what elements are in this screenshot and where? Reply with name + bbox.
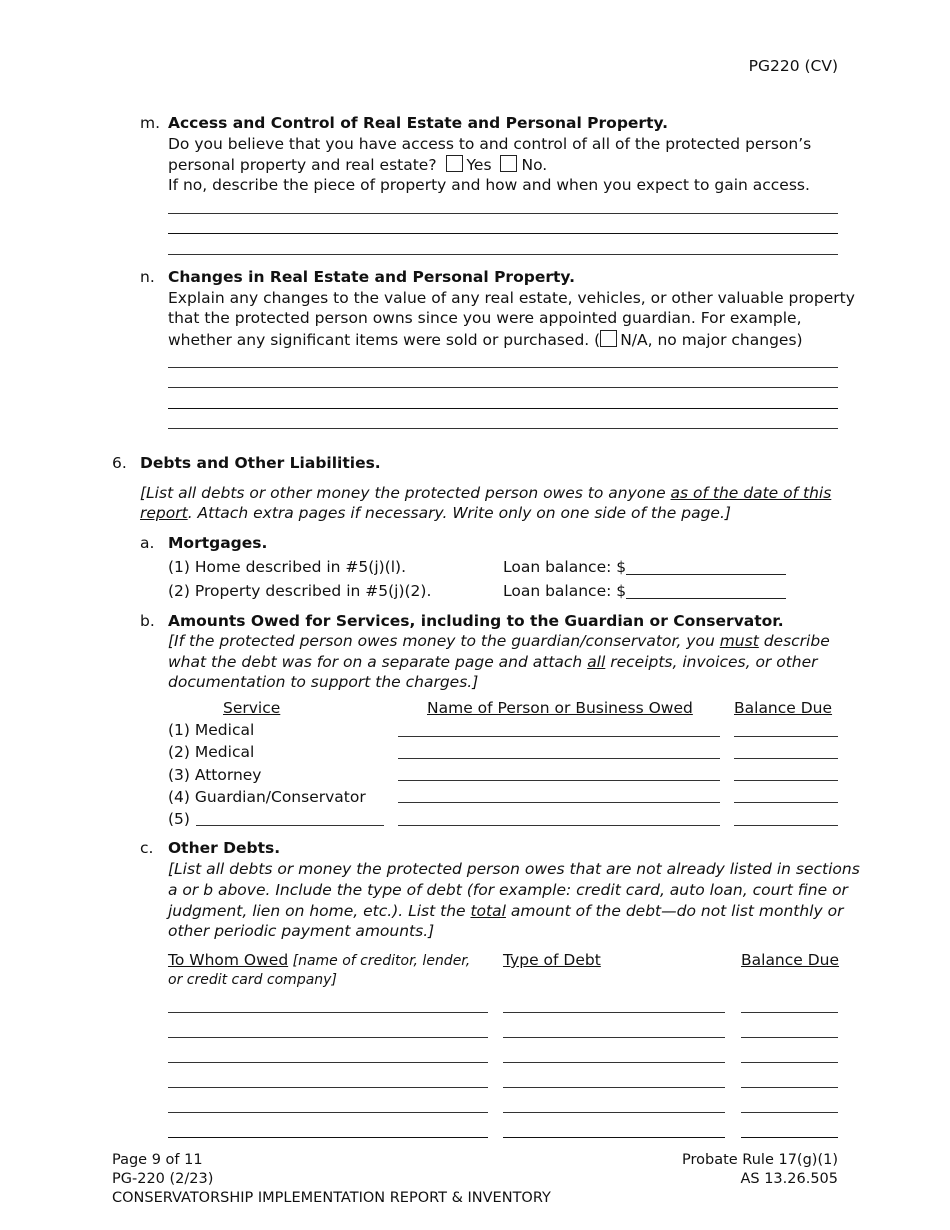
no-checkbox[interactable] bbox=[500, 155, 517, 172]
section-b-instructions-line1 bbox=[168, 632, 830, 650]
creditor-field[interactable] bbox=[168, 1087, 488, 1088]
debt-balance-field[interactable] bbox=[741, 1037, 838, 1038]
section-6-instructions-text: [List all debts or other money the protected person owes to anyone bbox=[140, 484, 671, 502]
service-5-name-field[interactable] bbox=[196, 825, 384, 826]
section-b-instructions-emphasis: all bbox=[587, 653, 606, 671]
section-b-instructions-text: what the debt was for on a separate page and attach bbox=[168, 653, 588, 671]
section-m-title: Access and Control of Real Estate and Personal Property. bbox=[168, 114, 669, 132]
section-c-title: Other Debts. bbox=[168, 839, 281, 857]
section-m-answer-line[interactable] bbox=[168, 213, 838, 214]
section-c-instructions-line2: a or b above. Include the type of debt (for example: credit card, auto loan, court fine or bbox=[168, 881, 848, 899]
no-label: No. bbox=[521, 156, 548, 174]
section-m-question-text: personal property and real estate? bbox=[168, 156, 437, 174]
section-m-letter: m. bbox=[140, 114, 161, 132]
section-b-instructions-line2 bbox=[168, 653, 818, 671]
column-header-type-of-debt: Type of Debt bbox=[503, 951, 601, 969]
yes-label: Yes bbox=[466, 156, 492, 174]
creditor-field[interactable] bbox=[168, 1037, 488, 1038]
loan-balance-1-field[interactable] bbox=[626, 558, 786, 575]
column-header-to-whom-owed-note: or credit card company] bbox=[168, 972, 337, 988]
service-row-label: (3) Attorney bbox=[168, 766, 262, 784]
service-balance-field[interactable] bbox=[734, 780, 838, 781]
footer-form-title: CONSERVATORSHIP IMPLEMENTATION REPORT & INVENTORY bbox=[112, 1190, 551, 1206]
service-name-field[interactable] bbox=[398, 758, 720, 759]
creditor-field[interactable] bbox=[168, 1012, 488, 1013]
section-b-instructions-text: [If the protected person owes money to the guardian/conservator, you bbox=[168, 632, 720, 650]
section-b-instructions-text: receipts, invoices, or other bbox=[605, 653, 818, 671]
debt-type-field[interactable] bbox=[503, 1087, 725, 1088]
footer-page-number: Page 9 of 11 bbox=[112, 1152, 203, 1168]
service-name-field[interactable] bbox=[398, 825, 720, 826]
loan-balance-1 bbox=[503, 558, 786, 576]
section-b-instructions-text: describe bbox=[758, 632, 830, 650]
section-c-instructions-line4: other periodic payment amounts.] bbox=[168, 922, 435, 940]
section-a-title: Mortgages. bbox=[168, 534, 268, 552]
service-balance-field[interactable] bbox=[734, 825, 838, 826]
debt-type-field[interactable] bbox=[503, 1062, 725, 1063]
section-n-letter: n. bbox=[140, 268, 155, 286]
service-name-field[interactable] bbox=[398, 780, 720, 781]
section-c-letter: c. bbox=[140, 839, 154, 857]
service-balance-field[interactable] bbox=[734, 802, 838, 803]
section-m-question-line3: If no, describe the piece of property and how and when you expect to gain access. bbox=[168, 176, 810, 194]
section-m-question-line1: Do you believe that you have access to and control of all of the protected person’s bbox=[168, 135, 812, 153]
section-n-text-line2: that the protected person owns since you were appointed guardian. For example, bbox=[168, 309, 802, 327]
form-code: PG220 (CV) bbox=[748, 57, 838, 75]
loan-balance-2 bbox=[503, 582, 786, 600]
section-n-answer-line[interactable] bbox=[168, 428, 838, 429]
footer-probate-rule: Probate Rule 17(g)(1) bbox=[682, 1152, 838, 1168]
debt-balance-field[interactable] bbox=[741, 1112, 838, 1113]
section-6-instructions-emphasis: report bbox=[140, 504, 188, 522]
loan-balance-label: Loan balance: $ bbox=[503, 558, 627, 576]
section-b-letter: b. bbox=[140, 612, 155, 630]
debt-type-field[interactable] bbox=[503, 1137, 725, 1138]
loan-balance-label: Loan balance: $ bbox=[503, 582, 627, 600]
section-6-number: 6. bbox=[112, 454, 127, 472]
section-m-question-line2 bbox=[168, 155, 547, 174]
section-n-answer-line[interactable] bbox=[168, 408, 838, 409]
na-label: N/A, no major changes) bbox=[620, 331, 803, 349]
section-c-instructions-text: amount of the debt—do not list monthly or bbox=[505, 902, 844, 920]
section-b-instructions-emphasis: must bbox=[719, 632, 759, 650]
service-row-label: (5) bbox=[168, 810, 190, 828]
footer-form-number: PG-220 (2/23) bbox=[112, 1171, 214, 1187]
service-row-label: (1) Medical bbox=[168, 721, 255, 739]
creditor-field[interactable] bbox=[168, 1137, 488, 1138]
section-n-answer-line[interactable] bbox=[168, 387, 838, 388]
service-name-field[interactable] bbox=[398, 736, 720, 737]
column-header-balance-due: Balance Due bbox=[734, 699, 833, 717]
mortgage-item-1: (1) Home described in #5(j)(l). bbox=[168, 558, 407, 576]
column-header-service: Service bbox=[223, 699, 281, 717]
debt-balance-field[interactable] bbox=[741, 1012, 838, 1013]
debt-type-field[interactable] bbox=[503, 1112, 725, 1113]
debt-type-field[interactable] bbox=[503, 1037, 725, 1038]
debt-balance-field[interactable] bbox=[741, 1087, 838, 1088]
section-n-title: Changes in Real Estate and Personal Property. bbox=[168, 268, 575, 286]
section-6-instructions-text: . Attach extra pages if necessary. Write only on one side of the page.] bbox=[187, 504, 731, 522]
service-row-label: (2) Medical bbox=[168, 743, 255, 761]
debt-balance-field[interactable] bbox=[741, 1062, 838, 1063]
debt-balance-field[interactable] bbox=[741, 1137, 838, 1138]
section-n-answer-line[interactable] bbox=[168, 367, 838, 368]
section-n-text-line3-prefix: whether any significant items were sold or purchased. ( bbox=[168, 331, 601, 349]
service-name-field[interactable] bbox=[398, 802, 720, 803]
section-6-instructions-line2 bbox=[140, 504, 731, 522]
column-header-name-owed: Name of Person or Business Owed bbox=[427, 699, 693, 717]
section-6-instructions-line1 bbox=[140, 484, 831, 502]
section-c-instructions-line3 bbox=[168, 902, 843, 920]
creditor-field[interactable] bbox=[168, 1062, 488, 1063]
service-balance-field[interactable] bbox=[734, 758, 838, 759]
section-b-title: Amounts Owed for Services, including to the Guardian or Conservator. bbox=[168, 612, 784, 630]
column-header-to-whom-owed-note: [name of creditor, lender, bbox=[288, 953, 471, 969]
section-c-instructions-emphasis: total bbox=[470, 902, 506, 920]
column-header-to-whom-owed-label: To Whom Owed bbox=[168, 951, 289, 969]
debt-type-field[interactable] bbox=[503, 1012, 725, 1013]
loan-balance-2-field[interactable] bbox=[626, 582, 786, 599]
section-m-answer-line[interactable] bbox=[168, 233, 838, 234]
column-header-balance-due: Balance Due bbox=[741, 951, 840, 969]
section-n-text-line3 bbox=[168, 330, 803, 349]
section-m-answer-line[interactable] bbox=[168, 254, 838, 255]
column-header-to-whom-owed bbox=[168, 951, 470, 969]
section-6-instructions-emphasis: as of the date of this bbox=[670, 484, 832, 502]
section-n-text-line1: Explain any changes to the value of any real estate, vehicles, or other valuable property bbox=[168, 289, 855, 307]
section-c-instructions-text: judgment, lien on home, etc.). List the bbox=[168, 902, 471, 920]
service-balance-field[interactable] bbox=[734, 736, 838, 737]
service-row-label: (4) Guardian/Conservator bbox=[168, 788, 366, 806]
section-6-title: Debts and Other Liabilities. bbox=[140, 454, 381, 472]
section-b-instructions-line3: documentation to support the charges.] bbox=[168, 673, 479, 691]
footer-statute: AS 13.26.505 bbox=[740, 1171, 838, 1187]
section-c-instructions-line1: [List all debts or money the protected person owes that are not already listed in sections bbox=[168, 860, 860, 878]
na-checkbox[interactable] bbox=[600, 330, 617, 347]
creditor-field[interactable] bbox=[168, 1112, 488, 1113]
section-a-letter: a. bbox=[140, 534, 155, 552]
yes-checkbox[interactable] bbox=[446, 155, 463, 172]
mortgage-item-2: (2) Property described in #5(j)(2). bbox=[168, 582, 432, 600]
